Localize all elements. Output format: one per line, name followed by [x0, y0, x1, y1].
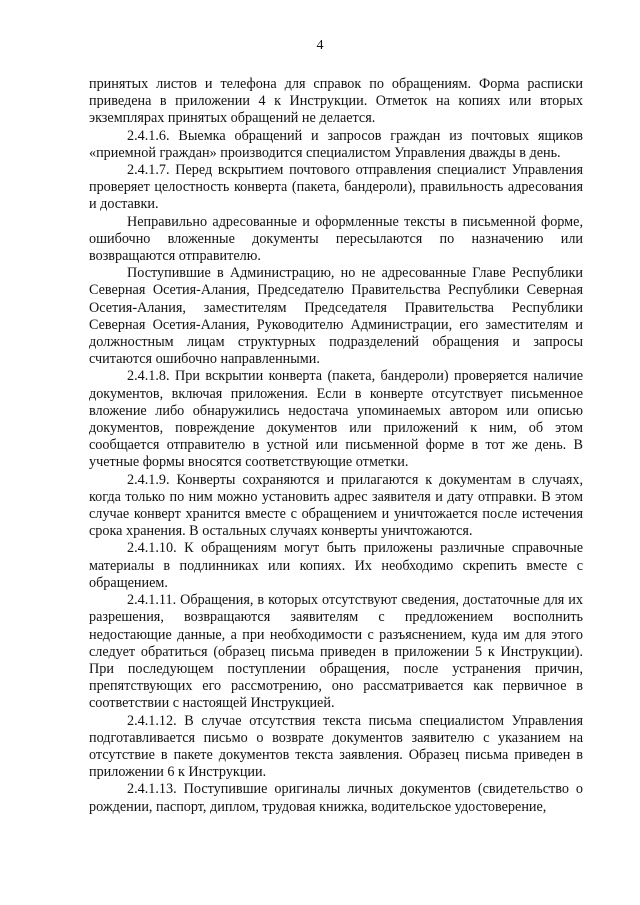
paragraph: принятых листов и телефона для справок по обращениям. Форма расписки приведена в приложении 4 к Инструкции. Отметок на копиях или вторых экземплярах принятых обращений не делается.	[89, 76, 583, 127]
paragraph: Неправильно адресованные и оформленные тексты в письменной форме, ошибочно вложенные документы пересылаются по назначению или возвращаются отправителю.	[89, 213, 583, 265]
page-number: 4	[316, 38, 324, 53]
paragraph: Поступившие в Администрацию, но не адресованные Главе Республики Северная Осетия-Алания, Председателю Правительства Республики Северная Осетия-Алания, заместителям Председателя Правительства Республики Северная Осетия-Алания, Руководителю Администрации, его заместителям и должностным лицам структурных подразделений обращения и запросы считаются ошибочно направленными.	[89, 265, 583, 368]
paragraph-2-4-1-7: 2.4.1.7. Перед вскрытием почтового отправления специалист Управления проверяет целостность конверта (пакета, бандероли), правильность адресования и доставки.	[89, 162, 583, 213]
paragraph-2-4-1-12: 2.4.1.12. В случае отсутствия текста письма специалистом Управления подготавливается письмо о возврате документов заявителю с указанием на отсутствие в пакете документов текста заявления. Образец письма приведен в приложении 6 к Инструкции.	[89, 712, 583, 781]
paragraph-2-4-1-6: 2.4.1.6. Выемка обращений и запросов граждан из почтовых ящиков «приемной граждан» производится специалистом Управления дважды в день.	[89, 127, 583, 161]
paragraph-2-4-1-11: 2.4.1.11. Обращения, в которых отсутствуют сведения, достаточные для их разрешения, возвращаются заявителям с предложением восполнить недостающие данные, а при необходимости с разъяснением, куда им для этого следует обратиться (образец письма приведен в приложении 5 к Инструкции). При последующем поступлении обращения, после устранения причин, препятствующих его рассмотрению, оно рассматривается как первичное в соответствии с настоящей Инструкцией.	[89, 592, 583, 712]
paragraph-2-4-1-10: 2.4.1.10. К обращениям могут быть приложены различные справочные материалы в подлинниках или копиях. Их необходимо скрепить вместе с обращением.	[89, 540, 583, 591]
paragraph-2-4-1-8: 2.4.1.8. При вскрытии конверта (пакета, бандероли) проверяется наличие документов, включая приложения. Если в конверте отсутствует письменное вложение либо обнаружились недостача упоминаемых автором или описью документов, повреждение документов или приложений к ним, об этом сообщается отправителю в устной или письменной форме в тот же день. В учетные формы вносятся соответствующие отметки.	[89, 368, 583, 471]
paragraph-2-4-1-13: 2.4.1.13. Поступившие оригиналы личных документов (свидетельство о рождении, паспорт, диплом, трудовая книжка, водительское удостоверение,	[89, 781, 583, 815]
document-body	[89, 76, 583, 816]
paragraph-2-4-1-9: 2.4.1.9. Конверты сохраняются и прилагаются к документам в случаях, когда только по ним можно установить адрес заявителя и дату отправки. В этом случае конверт хранится вместе с обращением и уничтожается после истечения срока хранения. В остальных случаях конверты уничтожаются.	[89, 471, 583, 540]
